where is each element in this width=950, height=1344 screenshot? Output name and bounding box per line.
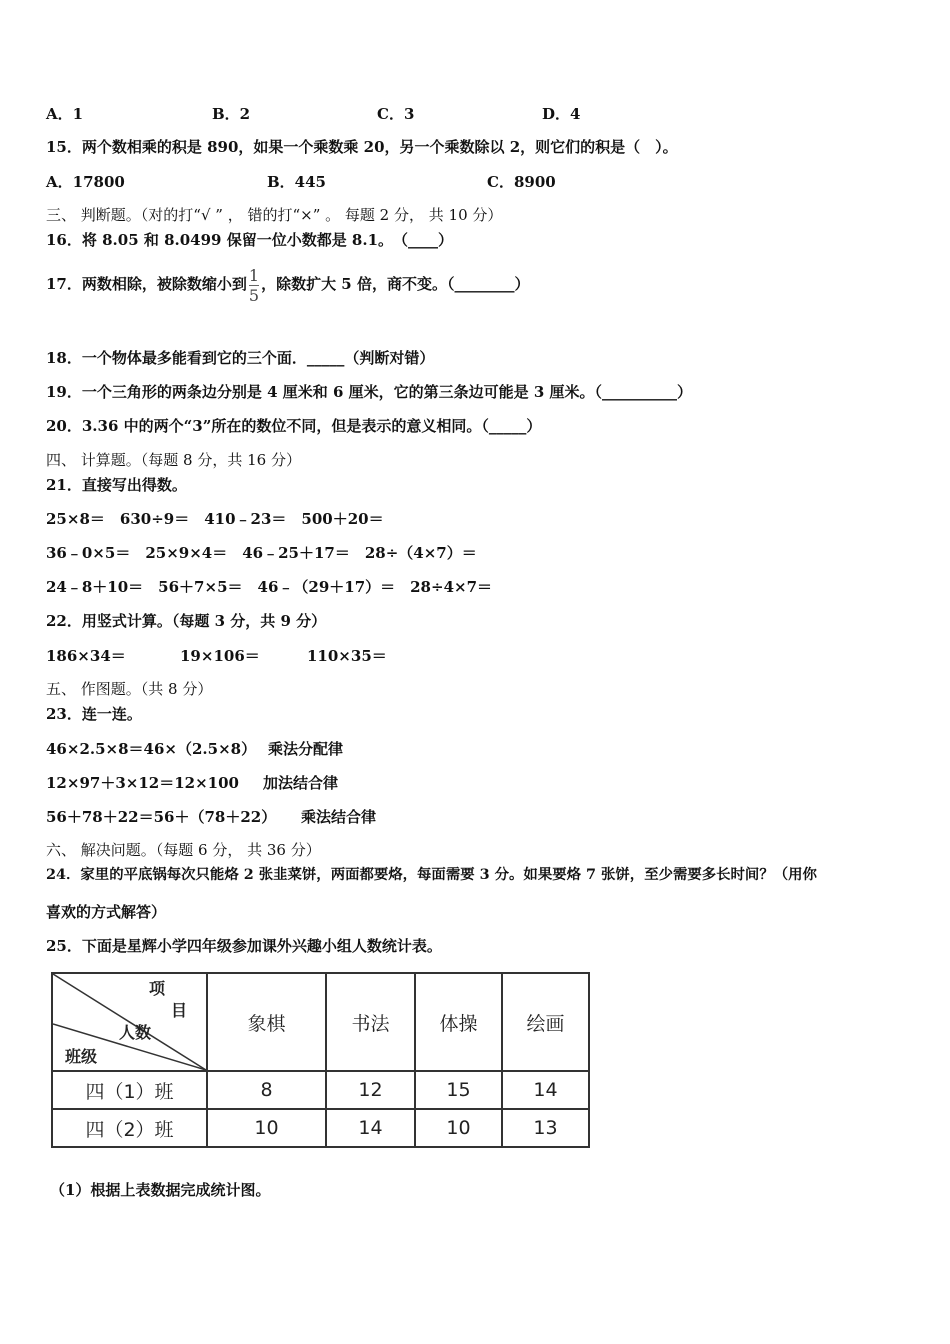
section3-heading: 三、 判断题。（对的打“√ ” ， 错的打“×” 。 每题 2 分， 共 10 分） bbox=[46, 206, 503, 224]
q18-text: 18．一个物体最多能看到它的三个面．_____（判断对错） bbox=[46, 349, 435, 367]
section5-heading: 五、 作图题。（共 8 分） bbox=[46, 680, 213, 698]
cell-class1-huihua: 14 bbox=[502, 1071, 589, 1109]
corner-label-top-b: 目 bbox=[171, 1001, 188, 1020]
cell-class2-ticao: 10 bbox=[415, 1109, 502, 1147]
q23-right-1: 乘法分配律 bbox=[268, 740, 344, 758]
q25-title: 25．下面是星辉小学四年级参加课外兴趣小组人数统计表。 bbox=[46, 937, 442, 955]
q22-title: 22．用竖式计算。（每题 3 分，共 9 分） bbox=[46, 612, 327, 630]
q23-title: 23．连一连。 bbox=[46, 705, 142, 723]
q22-item-1: 186×34＝ bbox=[46, 647, 126, 665]
row-label-class-1: 四（1）班 bbox=[52, 1071, 207, 1109]
q17-after: ，除数扩大 5 倍，商不变。（________） bbox=[261, 275, 530, 293]
col-header-ticao: 体操 bbox=[415, 973, 502, 1071]
q19-text: 19．一个三角形的两条边分别是 4 厘米和 6 厘米，它的第三条边可能是 3 厘米。（__________） bbox=[46, 383, 693, 401]
q21-row-3: 24﹣8＋10＝ 56＋7×5＝ 46﹣（29＋17）＝ 28÷4×7＝ bbox=[46, 578, 493, 596]
q14-option-c: C．3 bbox=[377, 105, 415, 123]
section4-heading: 四、 计算题。（每题 8 分，共 16 分） bbox=[46, 451, 301, 469]
q14-option-b: B．2 bbox=[212, 105, 251, 123]
col-header-huihua: 绘画 bbox=[502, 973, 589, 1071]
q21-row-1: 25×8＝ 630÷9＝ 410﹣23＝ 500＋20＝ bbox=[46, 510, 384, 528]
q23-right-3: 乘法结合律 bbox=[301, 808, 377, 826]
col-header-shufa: 书法 bbox=[326, 973, 415, 1071]
cell-class1-shufa: 12 bbox=[326, 1071, 415, 1109]
q14-option-d: D．4 bbox=[542, 105, 581, 123]
q17-text bbox=[46, 264, 529, 304]
q15-option-c: C．8900 bbox=[487, 173, 556, 191]
q17-frac-num: 1 bbox=[248, 265, 260, 285]
corner-label-bottom: 班级 bbox=[65, 1047, 98, 1066]
corner-label-top-a: 项 bbox=[149, 979, 166, 998]
q17-before: 17．两数相除，被除数缩小到 bbox=[46, 275, 247, 293]
q23-left-2: 12×97＋3×12＝12×100 bbox=[46, 774, 239, 792]
cell-class2-huihua: 13 bbox=[502, 1109, 589, 1147]
q22-item-3: 110×35＝ bbox=[307, 647, 387, 665]
q15-text: 15．两个数相乘的积是 890，如果一个乘数乘 20，另一个乘数除以 2，则它们的积是（ ）。 bbox=[46, 138, 678, 156]
q22-item-2: 19×106＝ bbox=[180, 647, 260, 665]
row-label-class-2: 四（2）班 bbox=[52, 1109, 207, 1147]
q24-line-2: 喜欢的方式解答） bbox=[46, 903, 167, 921]
q20-text: 20．3.36 中的两个“3”所在的数位不同，但是表示的意义相同。（_____） bbox=[46, 417, 542, 435]
q25-sub-1: （1）根据上表数据完成统计图。 bbox=[50, 1181, 271, 1199]
q23-left-3: 56＋78＋22＝56＋（78＋22） bbox=[46, 808, 277, 826]
cell-class1-ticao: 15 bbox=[415, 1071, 502, 1109]
section6-heading: 六、 解决问题。（每题 6 分， 共 36 分） bbox=[46, 841, 321, 859]
table-corner-header bbox=[52, 973, 207, 1071]
corner-label-middle: 人数 bbox=[119, 1023, 152, 1042]
table-row bbox=[52, 1109, 589, 1147]
cell-class1-xiangqi: 8 bbox=[207, 1071, 326, 1109]
q17-frac-den: 5 bbox=[248, 285, 260, 305]
q15-option-a: A．17800 bbox=[46, 173, 125, 191]
q17-fraction bbox=[249, 267, 259, 304]
cell-class2-shufa: 14 bbox=[326, 1109, 415, 1147]
q14-option-a: A．1 bbox=[46, 105, 84, 123]
q21-title: 21．直接写出得数。 bbox=[46, 476, 187, 494]
q16-text: 16．将 8.05 和 8.0499 保留一位小数都是 8.1。 （____） bbox=[46, 231, 454, 249]
q21-row-2: 36﹣0×5＝ 25×9×4＝ 46﹣25＋17＝ 28÷（4×7）＝ bbox=[46, 544, 477, 562]
col-header-xiangqi: 象棋 bbox=[207, 973, 326, 1071]
q23-right-2: 加法结合律 bbox=[263, 774, 339, 792]
q15-option-b: B．445 bbox=[267, 173, 326, 191]
interest-group-table bbox=[51, 972, 590, 1148]
cell-class2-xiangqi: 10 bbox=[207, 1109, 326, 1147]
q24-line-1: 24．家里的平底锅每次只能烙 2 张韭菜饼，两面都要烙，每面需要 3 分。如果要烙 7 张饼，至少需要多长时间？（用你 bbox=[46, 866, 817, 883]
q23-left-1: 46×2.5×8＝46×（2.5×8） bbox=[46, 740, 257, 758]
table-row bbox=[52, 1071, 589, 1109]
